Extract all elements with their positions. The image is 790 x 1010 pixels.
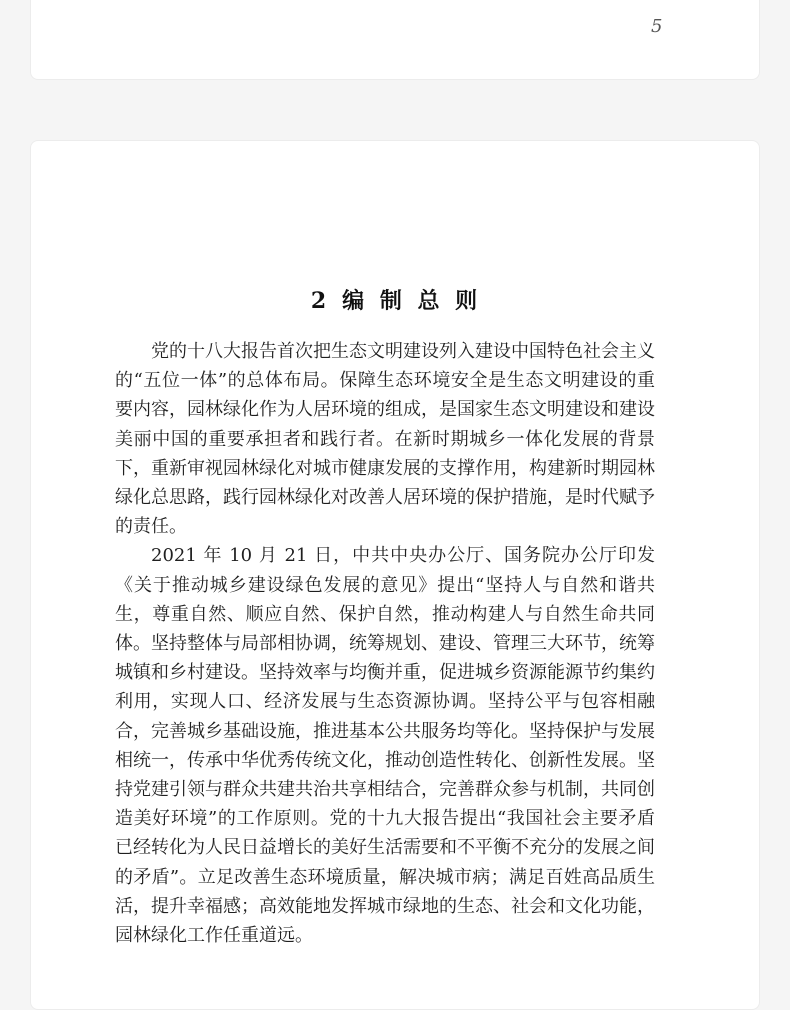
page-number: 5 bbox=[651, 16, 663, 37]
paragraph: 党的十八大报告首次把生态文明建设列入建设中国特色社会主义的“五位一体”的总体布局。保障生态环境安全是生态文明建设的重要内容，园林绿化作为人居环境的组成，是国家生态文明建设和建设美丽中国的重要承担者和践行者。在新时期城乡一体化发展的背景下，重新审视园林绿化对城市健康发展的支撑作用，构建新时期园林绿化总思路，践行园林绿化对改善人居环境的保护措施，是时代赋予的责任。 bbox=[115, 341, 655, 538]
document-page bbox=[30, 140, 760, 1010]
section-heading bbox=[31, 284, 761, 315]
paragraph: 2021 年 10 月 21 日，中共中央办公厅、国务院办公厅印发《关于推动城乡建设绿色发展的意见》提出“坚持人与自然和谐共生，尊重自然、顺应自然、保护自然，推动构建人与自然生命共同体。坚持整体与局部相协调，统筹规划、建设、管理三大环节，统筹城镇和乡村建设。坚持效率与均衡并重，促进城乡资源能源节约集约利用，实现人口、经济发展与生态资源协调。坚持公平与包容相融合，完善城乡基础设施，推进基本公共服务均等化。坚持保护与发展相统一，传承中华优秀传统文化，推动创造性转化、创新性发展。坚持党建引领与群众共建共治共享相结合，完善群众参与机制，共同创造美好环境”的工作原则。党的十九大报告提出“我国社会主要矛盾已经转化为人民日益增长的美好生活需要和不平衡不充分的发展之间的矛盾”。立足改善生态环境质量，解决城市病；满足百姓高品质生活，提升幸福感；高效能地发挥城市绿地的生态、社会和文化功能，园林绿化工作任重道远。 bbox=[115, 545, 655, 947]
section-number: 2 bbox=[310, 288, 331, 314]
previous-page-bottom bbox=[30, 0, 760, 80]
section-title: 编 制 总 则 bbox=[342, 288, 482, 314]
body-text bbox=[115, 337, 655, 950]
